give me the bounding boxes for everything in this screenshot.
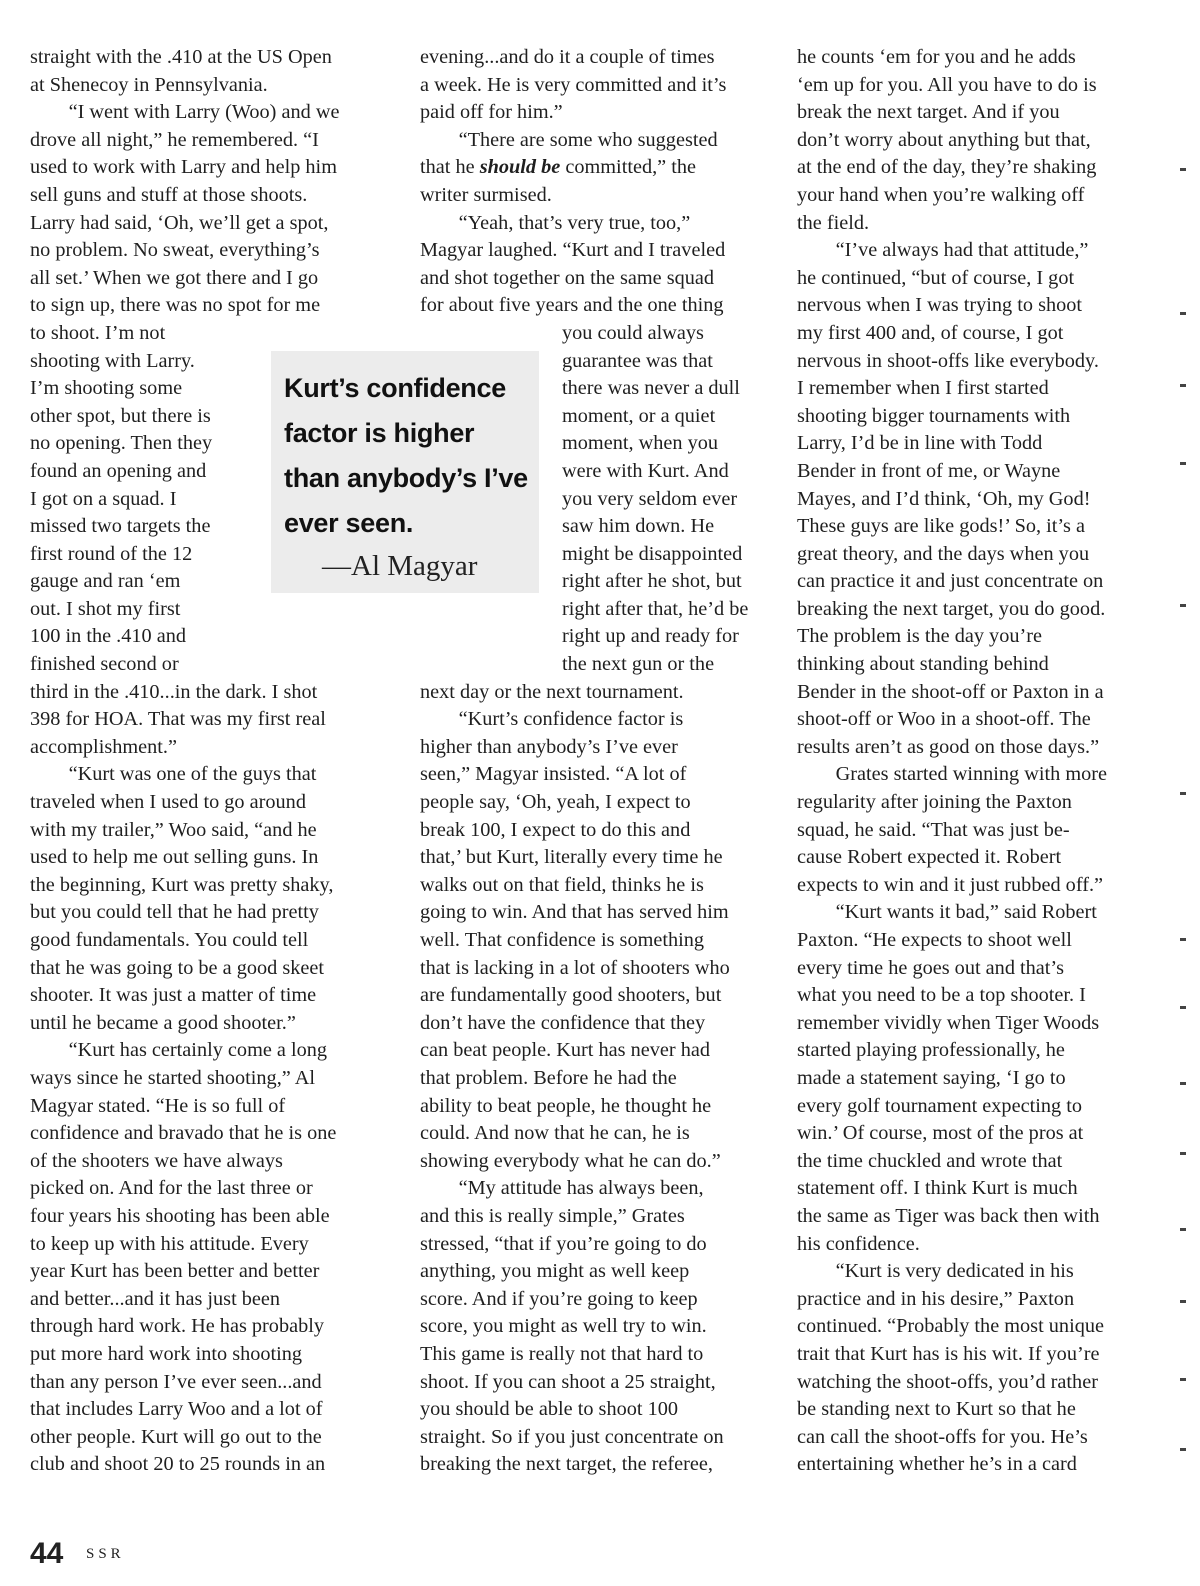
text-line: right up and ready for: [562, 625, 739, 648]
text-line: your hand when you’re walking off: [797, 183, 1085, 206]
text-line: that he was going to be a good skeet: [30, 956, 325, 979]
text-line: shoot. If you can shoot a 25 straight,: [420, 1370, 716, 1393]
text-line: to shoot. I’m not: [30, 321, 166, 344]
margin-mark: [1180, 938, 1186, 941]
text-line: every time he goes out and that’s: [797, 956, 1064, 979]
text-line: well. That confidence is something: [420, 929, 705, 951]
text-line: club and shoot 20 to 25 rounds in an: [30, 1453, 326, 1476]
text-line: are fundamentally good shooters, but: [420, 984, 722, 1007]
pull-quote-line: than anybody’s I’ve: [284, 463, 528, 493]
pull-quote-attribution: —Al Magyar: [322, 550, 478, 582]
text-line: watching the shoot-offs, you’d rather: [797, 1370, 1098, 1393]
text-line: other people. Kurt will go out to the: [30, 1425, 322, 1448]
text-line: the field.: [797, 211, 870, 234]
paragraph: [797, 237, 1152, 761]
margin-mark: [1180, 1378, 1186, 1381]
text-line: and this is really simple,” Grates: [420, 1204, 685, 1227]
text-line: shooting with Larry.: [30, 349, 195, 372]
text-line: at the end of the day, they’re shaking: [797, 156, 1097, 179]
text-line: cause Robert expected it. Robert: [797, 846, 1062, 869]
article-column-3: [797, 44, 1152, 1479]
text-line: remember vividly when Tiger Woods: [797, 1011, 1100, 1034]
text-line: good fundamentals. You could tell: [30, 929, 309, 951]
text-line: The problem is the day you’re: [797, 625, 1042, 648]
text-line: gauge and ran ‘em: [30, 570, 181, 593]
text-line: Mayes, and I’d think, ‘Oh, my God!: [797, 487, 1091, 510]
margin-mark: [1180, 1448, 1186, 1451]
text-line: 398 for HOA. That was my first real: [30, 708, 326, 731]
text-line: I remember when I first started: [797, 377, 1049, 400]
text-line: moment, or a quiet: [562, 404, 716, 427]
text-line: ways since he started shooting,” Al: [30, 1066, 316, 1089]
text-line: anything, you might as well keep: [420, 1260, 690, 1283]
text-line: could. And now that he can, he is: [420, 1122, 690, 1145]
text-line: “There are some who suggested: [458, 128, 718, 151]
text-line: drove all night,” he remembered. “I: [30, 128, 319, 151]
text-line: found an opening and: [30, 459, 207, 482]
text-line: the next gun or the: [562, 653, 715, 676]
text-line: This game is really not that hard to: [420, 1342, 704, 1365]
text-line: guarantee was that: [562, 349, 713, 372]
text-line: Magyar stated. “He is so full of: [30, 1094, 286, 1117]
text-line: right after that, he’d be: [562, 597, 749, 620]
text-line: might be disappointed: [562, 542, 743, 565]
text-line: missed two targets the: [30, 515, 211, 538]
page-number: 44: [30, 1537, 64, 1570]
text-line: he continued, “but of course, I got: [797, 266, 1075, 289]
text-line: people say, ‘Oh, yeah, I expect to: [420, 791, 691, 814]
text-line: put more hard work into shooting: [30, 1342, 303, 1365]
margin-mark: [1180, 1082, 1186, 1085]
text-line: to keep up with his attitude. Every: [30, 1232, 309, 1255]
text-line: four years his shooting has been able: [30, 1204, 330, 1227]
text-line: saw him down. He: [562, 515, 715, 538]
margin-mark: [1180, 1152, 1186, 1155]
text-line: can beat people. Kurt has never had: [420, 1039, 711, 1062]
text-line: straight with the .410 at the US Open: [30, 46, 332, 68]
text-line: seen,” Magyar insisted. “A lot of: [420, 763, 687, 786]
text-line: breaking the next target, the referee,: [420, 1453, 713, 1476]
text-line: “My attitude has always been,: [458, 1177, 704, 1200]
text-line: great theory, and the days when you: [797, 542, 1090, 565]
text-line: that he: [420, 156, 480, 179]
text-line: what you need to be a top shooter. I: [797, 984, 1086, 1007]
text-line: he counts ‘em for you and he adds: [797, 46, 1076, 68]
paragraph: [797, 44, 1152, 237]
text-line: until he became a good shooter.”: [30, 1011, 296, 1034]
text-line: shooter. It was just a matter of time: [30, 984, 317, 1007]
text-line: used to help me out selling guns. In: [30, 846, 319, 869]
text-line: of the shooters we have always: [30, 1149, 283, 1172]
text-line: Paxton. “He expects to shoot well: [797, 929, 1072, 951]
margin-mark: [1180, 792, 1186, 795]
pull-quote-line: ever seen.: [284, 508, 414, 538]
text-line: win.’ Of course, most of the pros at: [797, 1122, 1084, 1145]
text-line: all set.’ When we got there and I go: [30, 266, 319, 289]
text-line: that problem. Before he had the: [420, 1066, 677, 1089]
text-line: other spot, but there is: [30, 404, 211, 427]
margin-mark: [1180, 1228, 1186, 1231]
text-line: moment, when you: [562, 432, 719, 455]
text-line: continued. “Probably the most unique: [797, 1315, 1104, 1338]
text-line: going to win. And that has served him: [420, 901, 729, 924]
paragraph: [420, 44, 780, 127]
text-line: no opening. Then they: [30, 432, 213, 455]
text-line: shooting bigger tournaments with: [797, 404, 1071, 427]
margin-mark: [1180, 384, 1186, 387]
text-line: nervous when I was trying to shoot: [797, 294, 1083, 317]
text-line: third in the .410...in the dark. I shot: [30, 680, 318, 703]
text-line: Bender in front of me, or Wayne: [797, 459, 1061, 482]
article-column-1: [30, 44, 395, 1479]
text-line: and better...and it has just been: [30, 1287, 281, 1310]
text-line: and shot together on the same squad: [420, 266, 715, 289]
text-line: than any person I’ve ever seen...and: [30, 1370, 322, 1393]
text-line: paid off for him.”: [420, 101, 563, 124]
text-line: score. And if you’re going to keep: [420, 1287, 698, 1310]
text-line: picked on. And for the last three or: [30, 1177, 313, 1200]
text-line: that includes Larry Woo and a lot of: [30, 1398, 323, 1421]
text-line: breaking the next target, you do good.: [797, 597, 1106, 620]
text-line: out. I shot my first: [30, 597, 181, 620]
text-line: “Yeah, that’s very true, too,”: [458, 211, 691, 234]
text-line: you very seldom ever: [562, 487, 738, 510]
text-line: there was never a dull: [562, 377, 740, 400]
text-line: 100 in the .410 and: [30, 625, 187, 648]
text-line: don’t worry about anything but that,: [797, 128, 1091, 151]
text-line: I got on a squad. I: [30, 487, 177, 510]
text-line: but you could tell that he had pretty: [30, 901, 319, 924]
text-line: thinking about standing behind: [797, 653, 1049, 676]
text-line: next day or the next tournament.: [420, 680, 684, 703]
paragraph: [797, 761, 1152, 899]
article-column-2: [420, 44, 780, 1479]
text-line: ability to beat people, he thought he: [420, 1094, 712, 1117]
text-line: finished second or: [30, 653, 179, 676]
text-line: through hard work. He has probably: [30, 1315, 325, 1338]
pull-quote-line: factor is higher: [284, 418, 475, 448]
margin-mark: [1180, 462, 1186, 465]
paragraph: [420, 706, 780, 1175]
text-line: no problem. No sweat, everything’s: [30, 239, 320, 262]
margin-mark: [1180, 604, 1186, 607]
text-line: the beginning, Kurt was pretty shaky,: [30, 873, 334, 896]
text-line: Magyar laughed. “Kurt and I traveled: [420, 239, 726, 262]
publication-name: SSR: [86, 1546, 125, 1562]
text-line: traveled when I used to go around: [30, 791, 306, 814]
text-line: showing everybody what he can do.”: [420, 1149, 721, 1172]
text-line: These guys are like gods!’ So, it’s a: [797, 515, 1086, 538]
text-line: Grates started winning with more: [835, 763, 1108, 786]
text-line: year Kurt has been better and better: [30, 1260, 320, 1283]
text-line: Larry, I’d be in line with Todd: [797, 432, 1043, 455]
text-line: the same as Tiger was back then with: [797, 1204, 1100, 1227]
text-line: right after he shot, but: [562, 570, 742, 593]
paragraph: [420, 210, 780, 320]
text-line: can practice it and just concentrate on: [797, 570, 1104, 593]
text-line: stressed, “that if you’re going to do: [420, 1232, 707, 1255]
text-line: made a statement saying, ‘I go to: [797, 1066, 1066, 1089]
text-line: statement off. I think Kurt is much: [797, 1177, 1078, 1200]
text-line: to sign up, there was no spot for me: [30, 294, 321, 317]
text-line: “Kurt’s confidence factor is: [458, 708, 684, 731]
text-line: walks out on that field, thinks he is: [420, 873, 704, 896]
text-line: break the next target. And if you: [797, 101, 1060, 124]
paragraph: [30, 761, 395, 1037]
text-line: squad, he said. “That was just be-: [797, 818, 1070, 841]
text-line: writer surmised.: [420, 183, 552, 206]
text-line: practice and in his desire,” Paxton: [797, 1287, 1075, 1310]
margin-mark: [1180, 168, 1186, 171]
text-line: straight. So if you just concentrate on: [420, 1425, 724, 1448]
text-line: expects to win and it just rubbed off.”: [797, 873, 1104, 896]
text-line: first round of the 12: [30, 542, 193, 565]
text-line: “I’ve always had that attitude,”: [835, 239, 1089, 262]
text-line: regularity after joining the Paxton: [797, 791, 1072, 814]
text-line: score, you might as well try to win.: [420, 1315, 707, 1338]
text-line: can call the shoot-offs for you. He’s: [797, 1425, 1088, 1448]
text-line: “Kurt has certainly come a long: [68, 1039, 328, 1062]
text-line: committed,” the: [560, 156, 697, 179]
emphasis-text: should be: [479, 156, 561, 179]
text-line: were with Kurt. And: [562, 459, 729, 482]
margin-mark: [1180, 312, 1186, 315]
text-line: that is lacking in a lot of shooters who: [420, 956, 730, 979]
text-line: accomplishment.”: [30, 735, 177, 758]
paragraph-wrapped: [420, 320, 780, 679]
text-line: results aren’t as good on those days.”: [797, 735, 1100, 758]
text-line: be standing next to Kurt so that he: [797, 1398, 1076, 1421]
paragraph: [797, 899, 1152, 1258]
text-line: his confidence.: [797, 1232, 920, 1255]
paragraph: [420, 127, 780, 210]
text-line: “Kurt wants it bad,” said Robert: [835, 901, 1097, 924]
text-line: my first 400 and, of course, I got: [797, 321, 1064, 344]
paragraph: [420, 1175, 780, 1479]
text-line: evening...and do it a couple of times: [420, 46, 715, 68]
text-line: you should be able to shoot 100: [420, 1398, 679, 1421]
text-line: “Kurt is very dedicated in his: [835, 1260, 1074, 1283]
text-line: with my trailer,” Woo said, “and he: [30, 818, 317, 841]
text-line: for about five years and the one thing: [420, 294, 724, 317]
text-line: the time chuckled and wrote that: [797, 1149, 1063, 1172]
text-line: trait that Kurt has is his wit. If you’re: [797, 1342, 1100, 1365]
text-line: a week. He is very committed and it’s: [420, 73, 727, 96]
margin-mark: [1180, 1006, 1186, 1009]
text-line: “Kurt was one of the guys that: [68, 763, 317, 786]
paragraph: [420, 679, 780, 707]
paragraph: [30, 44, 395, 99]
text-line: used to work with Larry and help him: [30, 156, 337, 179]
text-line: sell guns and stuff at those shoots.: [30, 183, 308, 206]
text-line: don’t have the confidence that they: [420, 1011, 706, 1034]
text-line: shoot-off or Woo in a shoot-off. The: [797, 708, 1091, 731]
text-line: confidence and bravado that he is one: [30, 1122, 337, 1145]
paragraph: [797, 1258, 1152, 1479]
text-line: I’m shooting some: [30, 377, 183, 400]
text-line: higher than anybody’s I’ve ever: [420, 735, 678, 758]
text-line: you could always: [562, 321, 704, 344]
text-line: nervous in shoot-offs like everybody.: [797, 349, 1099, 372]
text-line: break 100, I expect to do this and: [420, 818, 691, 841]
text-line: that,’ but Kurt, literally every time he: [420, 846, 723, 869]
text-line: at Shenecoy in Pennsylvania.: [30, 73, 268, 96]
pull-quote-line: Kurt’s confidence: [284, 373, 506, 403]
paragraph: [30, 1037, 395, 1479]
text-line: started playing professionally, he: [797, 1039, 1065, 1062]
margin-mark: [1180, 1300, 1186, 1303]
text-line: entertaining whether he’s in a card: [797, 1453, 1077, 1476]
text-line: Bender in the shoot-off or Paxton in a: [797, 680, 1104, 703]
text-line: every golf tournament expecting to: [797, 1094, 1082, 1117]
text-line: “I went with Larry (Woo) and we: [68, 101, 340, 124]
text-line: ‘em up for you. All you have to do is: [797, 73, 1097, 96]
text-line: Larry had said, ‘Oh, we’ll get a spot,: [30, 211, 329, 234]
